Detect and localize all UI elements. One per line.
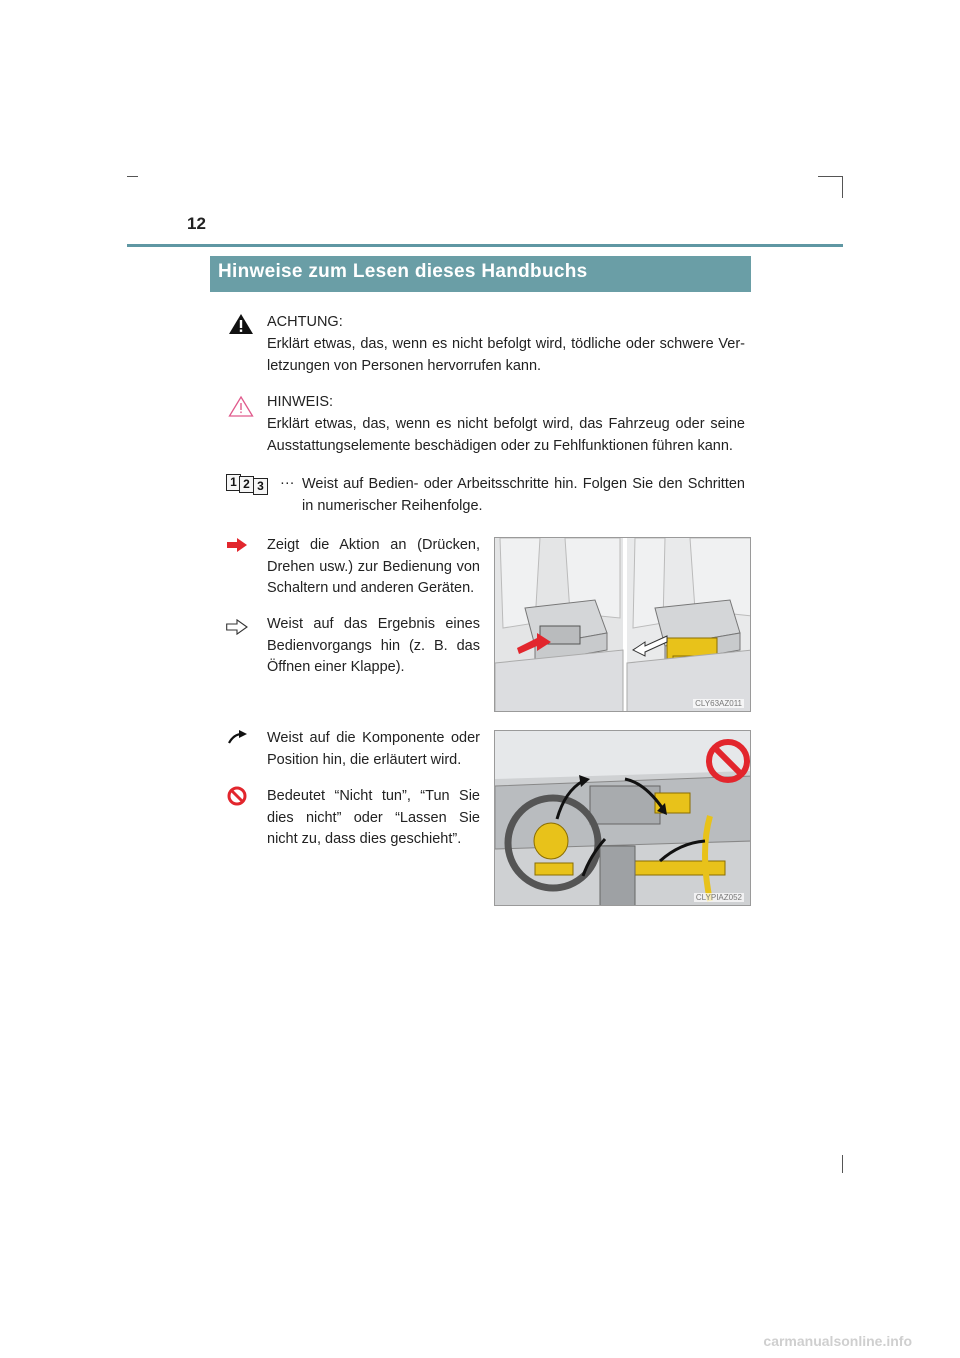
hinweis-label: HINWEIS: [267,394,334,410]
achtung-label: ACHTUNG: [267,314,343,330]
hinweis-text: Erklärt etwas, das, wenn es nicht befolgt wird, das Fahrzeug oder seine Ausstattungselemente beschädigen oder zu Fehlfunktionen führen kann. [267,416,745,454]
result-text: Weist auf das Ergebnis eines Bedienvorgangs hin (z. B. das Öffnen einer Klappe). [267,616,480,675]
action-text: Zeigt die Aktion an (Drücken, Drehen usw.) zur Bedienung von Schaltern und anderen Geräten. [267,537,480,596]
steps-dots: ··· [280,475,295,491]
action-arrow-icon [227,538,247,552]
prohibit-text: Bedeutet “Nicht tun”, “Tun Sie dies nicht” oder “Lassen Sie nicht zu, dass dies geschieht”. [267,788,480,847]
armrest-illustration [494,537,751,712]
page-number: 12 [187,214,206,233]
pointer-arrow-icon [227,730,247,744]
result-arrow-icon [226,619,248,635]
step-digit: 2 [239,476,254,493]
crop-mark [818,176,842,177]
steps-text: Weist auf Bedien- oder Arbeitsschritte hin. Folgen Sie den Schritten in numerischer Reihenfolge. [302,476,745,514]
step-digit: 3 [253,478,268,495]
caution-triangle-icon [228,395,254,417]
prohibited-icon [227,786,247,806]
footer-watermark: carmanualsonline.info [763,1333,912,1349]
dashboard-illustration [494,730,751,906]
step-digit: 1 [226,474,241,491]
figure-code: CLY63AZ011 [695,699,742,708]
component-text: Weist auf die Komponente oder Position hin, die erläutert wird. [267,730,480,768]
figure-code: CLYPIAZ052 [695,893,742,902]
header-rule [127,244,843,247]
crop-mark [842,176,843,198]
crop-mark [127,176,138,177]
crop-mark [842,1155,843,1173]
section-title: Hinweise zum Lesen dieses Handbuchs [210,256,751,292]
achtung-text: Erklärt etwas, das, wenn es nicht befolgt wird, tödliche oder schwere Ver-letzungen von Personen hervorrufen kann. [267,336,745,374]
step-numbers-icon [226,474,278,496]
warning-triangle-icon [228,313,254,335]
